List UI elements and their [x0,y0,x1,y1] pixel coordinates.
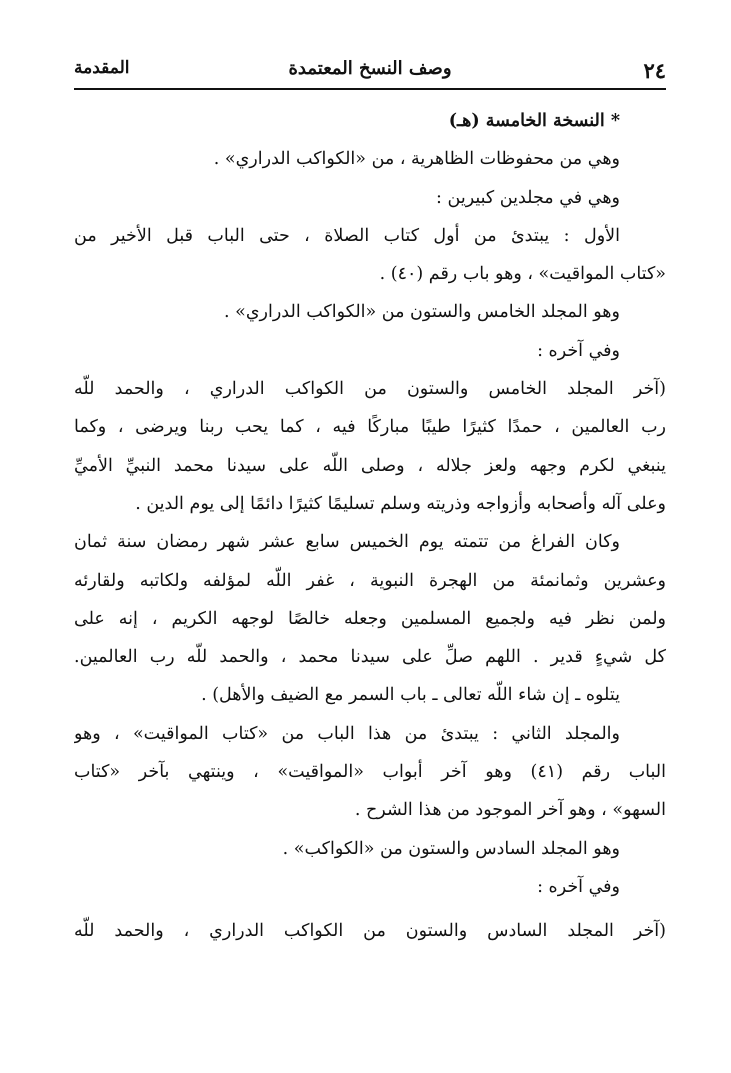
page-header [74,48,666,88]
text-line: وهي من محفوظات الظاهرية ، من «الكواكب الدراري» . [213,149,620,170]
text-line: وفي آخره : [537,340,620,361]
running-title: وصف النسخ المعتمدة [288,58,452,79]
quote-line: وكان الفراغ من تتمته يوم الخميس سابع عشر شهر رمضان سنة ثمان [74,532,620,553]
page-body [74,102,666,951]
text-line: والمجلد الثاني : يبتدئ من هذا الباب من «كتاب المواقيت» ، وهو [74,723,620,744]
quote-line: ولمن نظر فيه ولجميع المسلمين وجعله خالصًا لوجهه الكريم ، إنه على [74,608,666,629]
text-line: وهو المجلد الخامس والستون من «الكواكب الدراري» . [224,302,620,323]
text-line: الباب رقم (٤١) وهو آخر أبواب «المواقيت» ، وينتهي بآخر «كتاب [74,762,666,783]
text-line: السهو» ، وهو آخر الموجود من هذا الشرح . [354,800,666,821]
text-line: وهي في مجلدين كبيرين : [436,187,620,208]
quote-line: ينبغي لكرم وجهه ولعز جلاله ، وصلى اللّه على سيدنا محمد النبيِّ الأميِّ [74,455,666,476]
quote-line: وعلى آله وأصحابه وأزواجه وذريته وسلم تسليمًا كثيرًا دائمًا إلى يوم الدين . [135,493,666,514]
quote-line: كل شيءٍ قدير . اللهم صلِّ على سيدنا محمد ، والحمد للّه رب العالمين. [74,647,666,668]
section-heading: * النسخة الخامسة (هـ) [448,111,620,131]
text-line: وفي آخره : [537,876,620,897]
header-divider [74,88,666,90]
text-line: الأول : يبتدئ من أول كتاب الصلاة ، حتى الباب قبل الأخير من [74,225,620,246]
text-line: وهو المجلد السادس والستون من «الكواكب» . [282,838,620,859]
quote-line: يتلوه ـ إن شاء اللّه تعالى ـ باب السمر مع الضيف والأهل) . [201,685,620,706]
quote-line: رب العالمين ، حمدًا كثيرًا طيبًا مباركًا فيه ، كما يحب ربنا ويرضى ، وكما [74,417,666,438]
quote-line: وعشرين وثمانمئة من الهجرة النبوية ، غفر اللّه لمؤلفه ولكاتبه ولقارئه [74,570,666,591]
text-line: «كتاب المواقيت» ، وهو باب رقم (٤٠) . [379,264,666,285]
page-number: ٢٤ [643,58,666,83]
quote-line: (آخر المجلد السادس والستون من الكواكب الدراري ، والحمد للّه [74,921,666,942]
section-label: المقدمة [74,58,130,78]
quote-line: (آخر المجلد الخامس والستون من الكواكب الدراري ، والحمد للّه [74,379,666,400]
